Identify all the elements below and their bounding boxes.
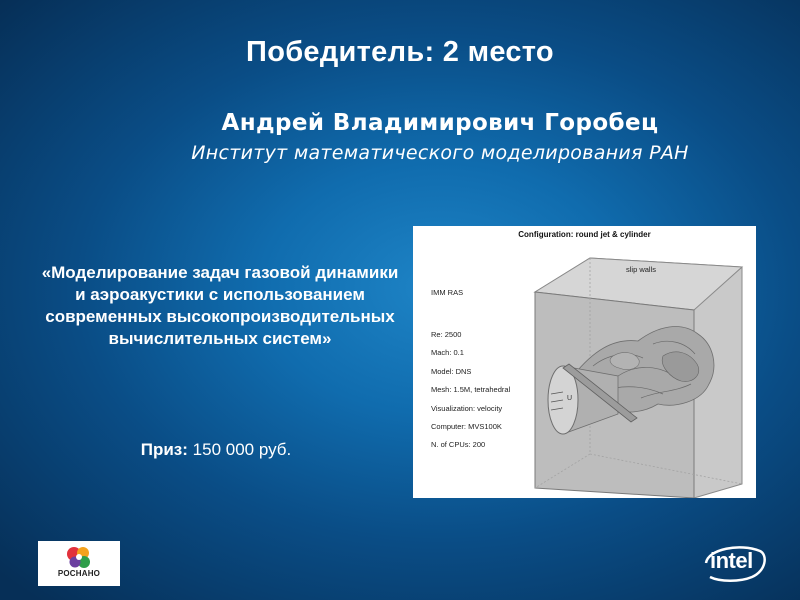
param-line: Mesh: 1.5M, tetrahedral — [431, 385, 511, 395]
author-name: Андрей Владимирович Горобец — [221, 110, 659, 136]
institute-name: Институт математического моделирования РАН — [191, 142, 689, 164]
intel-text: intel — [710, 548, 753, 573]
param-line: Computer: MVS100K — [431, 422, 502, 432]
project-title: «Моделирование задач газовой динамики и аэроакустики с использованием современных высокопроизводительных вычислительных систем» — [41, 263, 399, 348]
slide-title: Победитель: 2 место — [246, 36, 554, 68]
rosnano-text: РОСНАНО — [57, 569, 101, 578]
param-line: N. of CPUs: 200 — [431, 440, 486, 450]
figure-params — [431, 326, 510, 455]
figure-title: Configuration: round jet & cylinder — [518, 230, 651, 239]
slip-walls-label: slip walls — [626, 265, 657, 274]
rosnano-logo — [38, 541, 120, 586]
param-line: Model: DNS — [431, 366, 472, 376]
rosnano-emblem-icon — [64, 545, 94, 569]
param-line: Visualization: velocity — [431, 403, 503, 413]
figure-org: IMM RAS — [431, 288, 464, 297]
intel-logo — [700, 543, 768, 585]
prize — [40, 440, 392, 460]
param-line: Re: 2500 — [431, 330, 462, 339]
simulation-figure — [413, 226, 756, 498]
flow-label: U — [567, 395, 573, 402]
prize-label: Приз: — [140, 440, 188, 459]
prize-value: 150 000 руб. — [192, 440, 292, 459]
param-line: Mach: 0.1 — [431, 348, 464, 358]
